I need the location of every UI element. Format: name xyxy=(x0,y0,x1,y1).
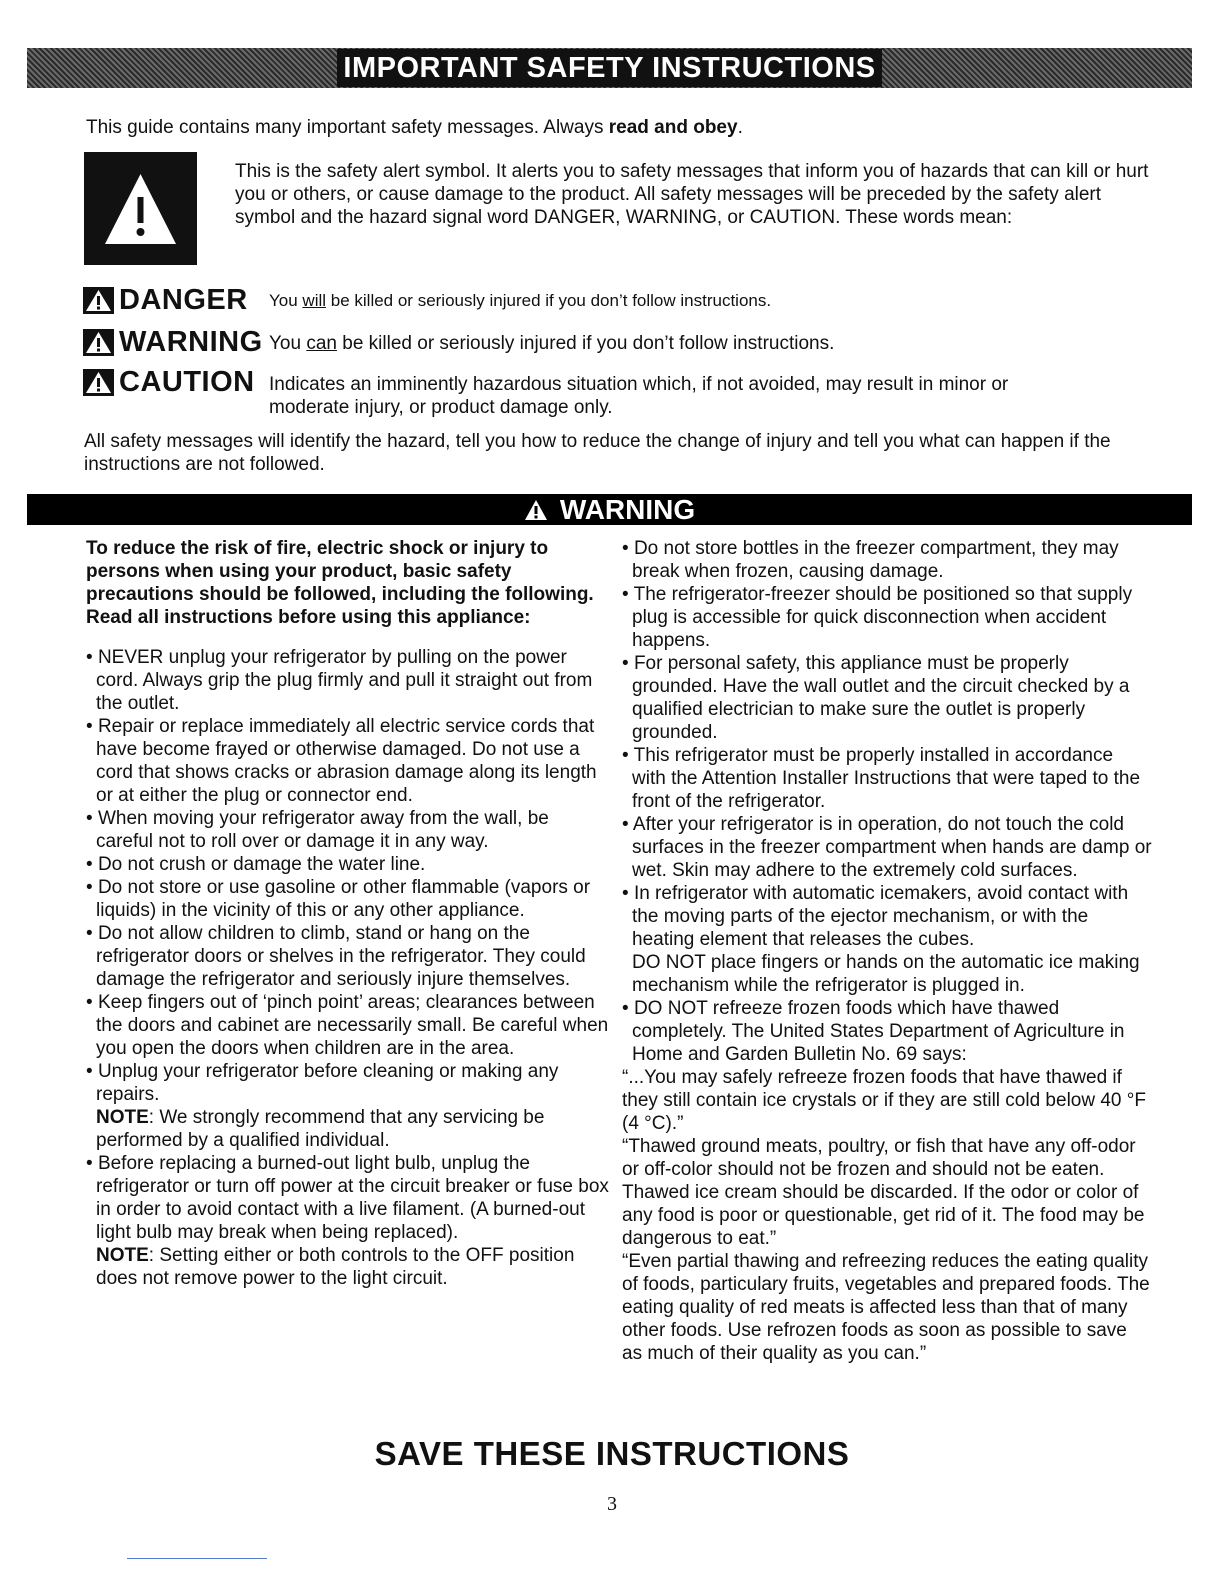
danger-emph: will xyxy=(302,291,327,310)
warning-row xyxy=(83,326,834,359)
list-item: • When moving your refrigerator away from the wall, be careful not to roll over or damage it in any way. xyxy=(86,807,611,853)
list-item: • Do not store bottles in the freezer compartment, they may break when frozen, causing damage. xyxy=(622,537,1152,583)
left-bullets-cont xyxy=(86,1152,611,1244)
warning-banner-label: WARNING xyxy=(559,493,696,525)
alert-description: This is the safety alert symbol. It alerts you to safety messages that inform you of hazards that can kill or hurt you or others, or cause damage to the product. All safety messages will be preceded by the safety alert symbol and the hazard signal word DANGER, WARNING, or CAUTION. These words mean: xyxy=(235,161,1149,228)
usda-quote: “Even partial thawing and refreezing reduces the eating quality of foods, particulary fruits, vegetables and prepared foods. The eating quality of red meats is affected less than that of many other foods. Use refrozen foods as soon as possible to save as much of their quality as you can.” xyxy=(622,1251,1150,1364)
danger-pre: You xyxy=(269,291,303,310)
note-servicing xyxy=(86,1106,611,1152)
note-text: : We strongly recommend that any servicing be performed by a qualified individual. xyxy=(96,1107,545,1151)
list-item: • Do not crush or damage the water line. xyxy=(86,853,611,876)
list-item: • This refrigerator must be properly installed in accordance with the Attention Installer Instructions that were taped to the front of the refrigerator. xyxy=(622,744,1152,813)
left-bullets xyxy=(86,646,611,1106)
alert-triangle-icon xyxy=(83,329,114,356)
list-item: • The refrigerator-freezer should be positioned so that supply plug is accessible for quick disconnection when accident happens. xyxy=(622,583,1152,652)
list-item: • Unplug your refrigerator before cleaning or making any repairs. xyxy=(86,1060,611,1106)
danger-post: be killed or seriously injured if you don’t follow instructions. xyxy=(326,291,772,310)
caution-word: CAUTION xyxy=(119,366,255,398)
danger-row xyxy=(83,284,771,317)
right-bullets-cont xyxy=(622,997,1152,1066)
left-column xyxy=(86,537,611,1290)
right-column xyxy=(622,537,1152,1365)
save-instructions-heading: SAVE THESE INSTRUCTIONS xyxy=(374,1435,850,1472)
footer-rule xyxy=(127,1558,267,1559)
warning-emph: can xyxy=(306,333,337,354)
note-light-circuit xyxy=(86,1244,611,1290)
list-item: • For personal safety, this appliance must be properly grounded. Have the wall outlet and the circuit checked by a qualified electrician to make sure the outlet is properly grounded. xyxy=(622,652,1152,744)
caution-text: Indicates an imminently hazardous situation which, if not avoided, may result in minor or moderate injury, or product damage only. xyxy=(269,374,1009,418)
list-item: • Do not allow children to climb, stand or hang on the refrigerator doors or shelves in the refrigerator. They could damage the refrigerator and seriously injure themselves. xyxy=(86,922,611,991)
page-title: IMPORTANT SAFETY INSTRUCTIONS xyxy=(337,49,881,87)
caution-row xyxy=(83,366,1079,419)
warning-banner xyxy=(27,494,1192,525)
danger-label xyxy=(83,284,267,317)
list-item: • Do not store or use gasoline or other flammable (vapors or liquids) in the vicinity of this or any other appliance. xyxy=(86,876,611,922)
alert-triangle-icon xyxy=(83,369,114,396)
list-item: • Before replacing a burned-out light bulb, unplug the refrigerator or turn off power at the circuit breaker or fuse box in order to avoid contact with a live filament. (A burned-out light bulb may break when being replaced). xyxy=(86,1152,611,1244)
note-text: : Setting either or both controls to the OFF position does not remove power to the light circuit. xyxy=(96,1245,575,1289)
safety-alert-icon xyxy=(84,152,197,265)
caution-label xyxy=(83,366,269,399)
warning-post: be killed or seriously injured if you don’t follow instructions. xyxy=(336,333,835,354)
warning-pre: You xyxy=(269,333,307,354)
icemaker-note: DO NOT place fingers or hands on the automatic ice making mechanism while the refrigerator is plugged in. xyxy=(632,952,1140,996)
intro-end: . xyxy=(737,117,743,138)
right-bullets xyxy=(622,537,1152,951)
intro-bold: read and obey xyxy=(608,117,738,138)
header-banner xyxy=(27,48,1192,88)
usda-quote: “Thawed ground meats, poultry, or fish that have any off-odor or off-color should not be frozen and should not be eaten. Thawed ice cream should be discarded. If the odor or color of any food is poor or questionable, get rid of it. The food may be dangerous to eat.” xyxy=(622,1136,1145,1249)
list-item: • Keep fingers out of ‘pinch point’ areas; clearances between the doors and cabinet are necessarily small. Be careful when you open the doors when children are in the area. xyxy=(86,991,611,1060)
note-label: NOTE xyxy=(96,1245,149,1266)
list-item: • In refrigerator with automatic icemakers, avoid contact with the moving parts of the ejector mechanism, or with the heating element that releases the cubes. xyxy=(622,882,1152,951)
left-lead: To reduce the risk of fire, electric shock or injury to persons when using your product, basic safety precautions should be followed, including the following. Read all instructions before using this appliance: xyxy=(86,538,594,628)
danger-word: DANGER xyxy=(119,284,248,316)
warning-word: WARNING xyxy=(119,326,263,358)
note-label: NOTE xyxy=(96,1107,149,1128)
page-number: 3 xyxy=(607,1493,617,1515)
warning-triangle-icon xyxy=(524,499,548,521)
alert-triangle-icon xyxy=(83,287,114,314)
summary-text: All safety messages will identify the hazard, tell you how to reduce the change of injury and tell you what can happen if the instructions are not followed. xyxy=(84,431,1111,475)
usda-quote: “...You may safely refreeze frozen foods that have thawed if they still contain ice crystals or if they are still cold below 40 °F (4 °C).” xyxy=(622,1067,1146,1134)
list-item: • After your refrigerator is in operation, do not touch the cold surfaces in the freezer compartment when hands are damp or wet. Skin may adhere to the extremely cold surfaces. xyxy=(622,813,1152,882)
intro-text xyxy=(86,117,743,139)
intro-lead: This guide contains many important safety messages. Always xyxy=(86,117,609,138)
warning-label xyxy=(83,326,269,359)
list-item: • Repair or replace immediately all electric service cords that have become frayed or otherwise damaged. Do not use a cord that shows cracks or abrasion damage along its length or at either the plug or connector end. xyxy=(86,715,611,807)
list-item: • NEVER unplug your refrigerator by pulling on the power cord. Always grip the plug firmly and pull it straight out from the outlet. xyxy=(86,646,611,715)
warning-text xyxy=(269,332,834,355)
danger-text xyxy=(269,289,771,312)
list-item: • DO NOT refreeze frozen foods which have thawed completely. The United States Department of Agriculture in Home and Garden Bulletin No. 69 says: xyxy=(622,997,1152,1066)
